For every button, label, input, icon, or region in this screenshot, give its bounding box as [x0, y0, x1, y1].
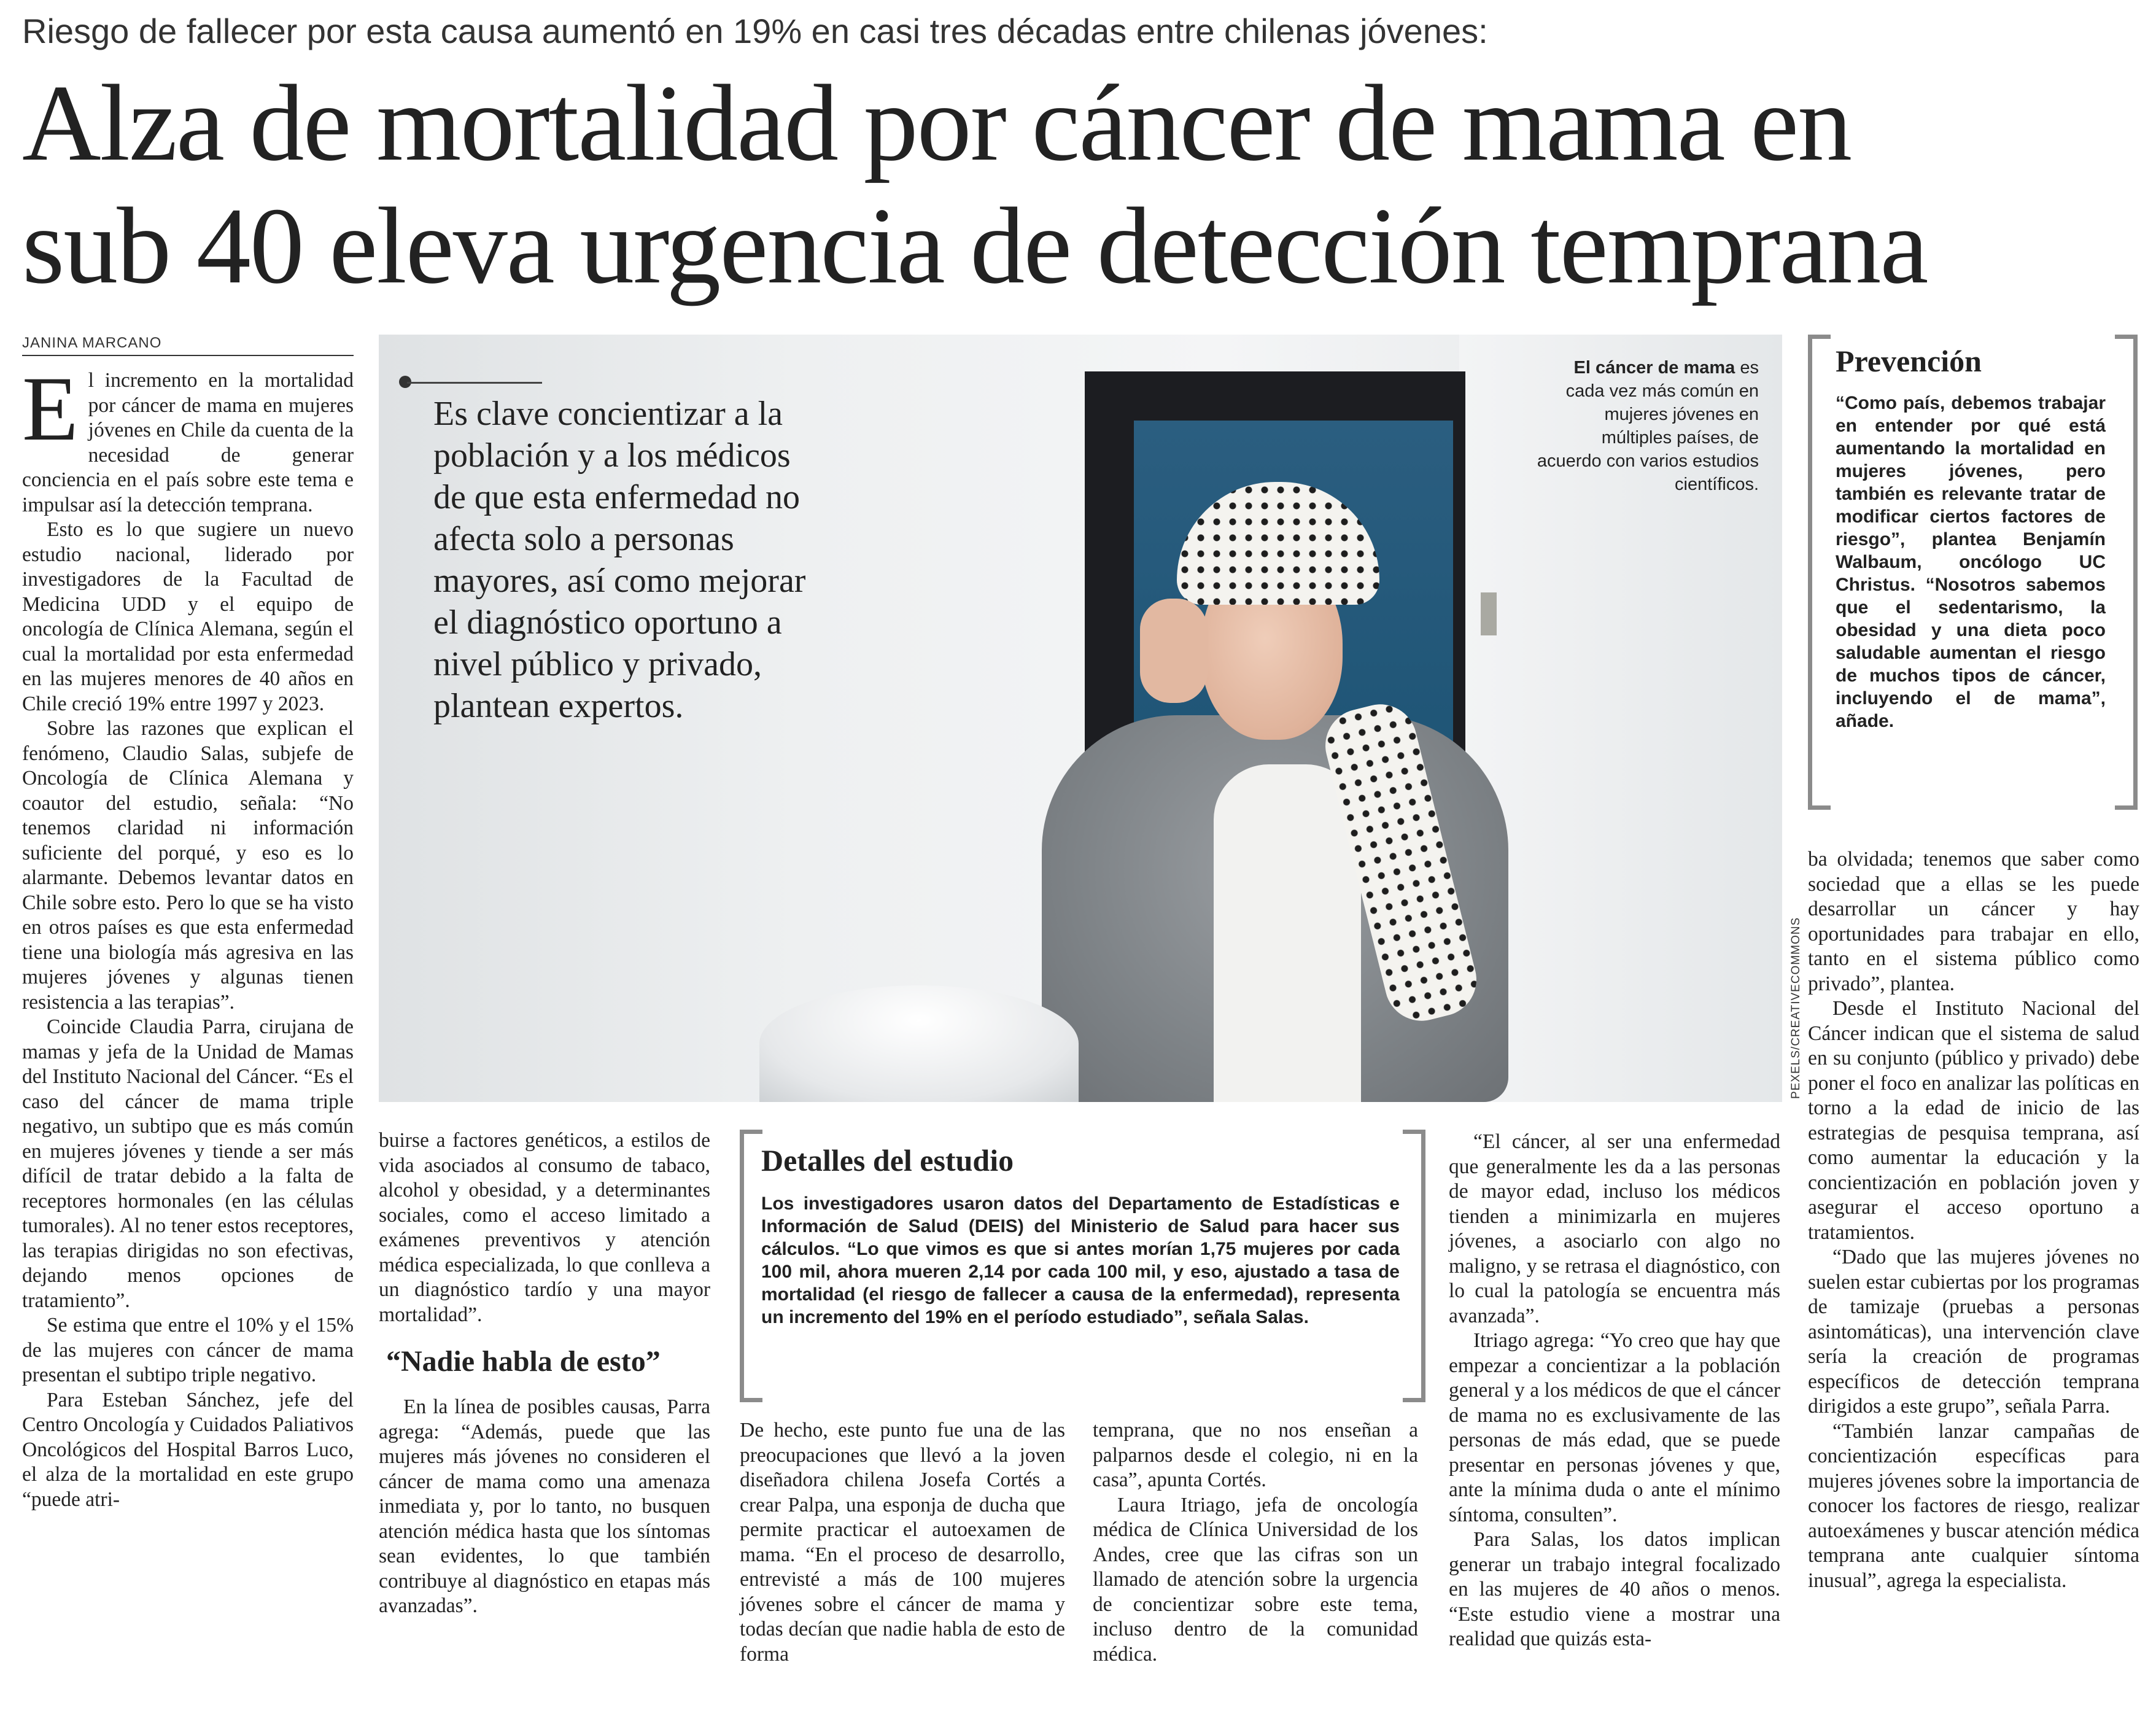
- paragraph: Sobre las razones que explican el fenómeno, Claudio Salas, subjefe de Oncología de Clínica Alemana y coautor del estudio, señala: “No tenemos claridad ni información suficiente del porqué, y eso es lo alarmante. Debemos levantar datos en Chile sobre esto. Pero lo que se ha visto en otros países es que esta enfermedad tiene una biología más agresiva en las mujeres jóvenes y algunas tienen resistencia a las terapias”.: [22, 717, 354, 1014]
- photo-hand: [1140, 599, 1208, 703]
- pullquote: Es clave concientizar a la población y a los médicos de que esta enfermedad no afecta solo a personas mayores, así como mejorar el diagnóstico oportuno a nivel público y privado, plantean expertos.: [433, 395, 806, 725]
- byline: JANINA MARCANO: [22, 335, 162, 351]
- detalles-bracket-left: [740, 1130, 762, 1402]
- prevencion-box: [1836, 344, 2106, 732]
- paragraph: Para Esteban Sánchez, jefe del Centro Oncología y Cuidados Paliativos Oncológicos del Hospital Barros Luco, el alza de la mortalidad en este grupo “puede atri-: [22, 1388, 354, 1511]
- article-column-2: [379, 1128, 710, 1619]
- paragraph: En la línea de posibles causas, Parra agrega: “Además, puede que las mujeres más jóvenes no consideren el cáncer de mama como una amenaza inmediata y, por lo tanto, no busquen atención médica hasta que los síntomas sean evidentes, lo que también contribuye al diagnóstico en etapas más avanzadas”.: [379, 1395, 710, 1617]
- paragraph: “También lanzar campañas de concientización específicas para mujeres jóvenes sobre la importancia de conocer los factores de riesgo, realizar autoexámenes y buscar atención médica temprana ante cualquier síntoma inusual”, agrega la especialista.: [1808, 1419, 2139, 1592]
- paragraph: De hecho, este punto fue una de las preocupaciones que llevó a la joven diseñadora chilena Josefa Cortés a crear Palpa, una esponja de ducha que permite practicar el autoexamen de mama. “En el proceso de desarrollo, entrevisté a más de 100 mujeres jóvenes sobre el cáncer de mama y todas decían que nadie habla de esto de forma: [740, 1419, 1065, 1666]
- prevencion-bracket-right: [2115, 335, 2138, 810]
- paragraph: temprana, que no nos enseñan a palparnos desde el colegio, ni en la casa”, apunta Cortés.: [1093, 1419, 1418, 1491]
- paragraph: Desde el Instituto Nacional del Cáncer indican que el sistema de salud en su conjunto (público y privado) debe poner el foco en analizar las políticas en torno a la edad de inicio de las estrategias de pesquisa temprana, así como aumentar la educación y la concientización en población joven y asegurar el acceso oportuno a tratamientos.: [1808, 997, 2139, 1244]
- detalles-bracket-right: [1403, 1130, 1425, 1402]
- photo-sink: [759, 985, 1079, 1102]
- paragraph: Itriago agrega: “Yo creo que hay que empezar a concientizar a la población general y a los médicos de que el cáncer de mama no es exclusivamente de las personas de más edad, que se puede presentar en personas jóvenes y que, ante la mínima duda o ante el mínimo síntoma, consulten”.: [1449, 1329, 1780, 1526]
- prevencion-text: “Como país, debemos trabajar en entender por qué está aumentando la mortalidad en mujeres jóvenes, pero también es relevante tratar de modificar ciertos factores de riesgo”, plantea Benjamín Walbaum, oncólogo UC Christus. “Nosotros sabemos que el sedentarismo, la obesidad y una dieta poco saludable aumentan el riesgo de muchos tipos de cáncer, incluyendo el de mama”, añade.: [1836, 393, 2106, 731]
- photo-hinge: [1481, 592, 1497, 635]
- photo-credit: PEXELS/CREATIVECOMMONS: [1790, 917, 1802, 1099]
- headline: [22, 61, 2146, 307]
- detalles-title: Detalles del estudio: [761, 1143, 1014, 1178]
- pullquote-rule: [407, 382, 542, 384]
- subhead: “Nadie habla de esto”: [386, 1345, 661, 1378]
- kicker: Riesgo de fallecer por esta causa aumentó en 19% en casi tres décadas entre chilenas jóvenes:: [22, 12, 1488, 50]
- paragraph: [22, 358, 354, 518]
- photo-caption-bold: El cáncer de mama: [1573, 358, 1735, 378]
- article-column-3: [740, 1418, 1065, 1667]
- photo-caption-text: es cada vez más común en mujeres jóvenes en múltiples países, de acuerdo con varios estudios científicos.: [1537, 358, 1759, 494]
- paragraph: Laura Itriago, jefa de oncología médica de Clínica Universidad de los Andes, cree que las cifras son un llamado de atención sobre la urgencia de concientizar sobre este tema, incluso dentro de la comunidad médica.: [1093, 1493, 1418, 1666]
- paragraph: Esto es lo que sugiere un nuevo estudio nacional, liderado por investigadores de la Facultad de Medicina UDD y el equipo de oncología de Clínica Alemana, según el cual la mortalidad por esta enfermedad en las mujeres menores de 40 años en Chile creció 19% entre 1997 y 2023.: [22, 518, 354, 715]
- byline-rule: [22, 355, 354, 356]
- drop-cap: E: [22, 358, 79, 460]
- prevencion-bracket-left: [1808, 335, 1831, 810]
- paragraph: Coincide Claudia Parra, cirujana de mamas y jefa de la Unidad de Mamas del Instituto Nacional del Cáncer. “Es el caso del cáncer de mama triple negativo, un subtipo que es más común en mujeres jóvenes y tiende a ser más difícil de tratar debido a la falta de receptores hormonales (en las células tumorales). Al no tener estos receptores, las terapias dirigidas no son efectivas, dejando menos opciones de tratamiento”.: [22, 1015, 354, 1312]
- detalles-text: Los investigadores usaron datos del Departamento de Estadísticas e Información de Salud (DEIS) del Ministerio de Salud para hacer sus cálculos. “Lo que vimos es que si antes morían 1,75 mujeres por cada 100 mil, ahora mueren 2,14 por cada 100 mil, y eso, ajustado a tasa de mortalidad (el riesgo de fallecer a causa de la enfermedad), representa un incremento del 19% en el período estudiado”, señala Salas.: [761, 1193, 1400, 1327]
- article-column-6: [1808, 847, 2139, 1593]
- article-column-1: [22, 358, 354, 1512]
- paragraph: buirse a factores genéticos, a estilos de vida asociados al consumo de tabaco, alcohol y obesidad, y a determinantes sociales, como el acceso limitado a exámenes preventivos y atención médica especializada, lo que conlleva a un diagnóstico tardío y una mayor mortalidad”.: [379, 1129, 710, 1326]
- photo-shirt: [1214, 764, 1361, 1102]
- paragraph: “El cáncer, al ser una enfermedad que generalmente les da a las personas de mayor edad, incluso los médicos tienden a minimizarla en mujeres jóvenes, a asociarlo con algo no maligno, y se retrasa el diagnóstico, con lo cual la patología se encuentra más avanzada”.: [1449, 1130, 1780, 1327]
- detalles-box: [761, 1143, 1400, 1329]
- headline-line-1: Alza de mortalidad por cáncer de mama en: [22, 62, 1852, 184]
- paragraph: Para Salas, los datos implican generar un trabajo integral focalizado en las mujeres de 40 años o menos. “Este estudio viene a mostrar una realidad que quizás esta-: [1449, 1528, 1780, 1650]
- article-column-4: [1093, 1418, 1418, 1667]
- paragraph: Se estima que entre el 10% y el 15% de las mujeres con cáncer de mama presentan el subtipo triple negativo.: [22, 1314, 354, 1386]
- paragraph-text: l incremento en la mortalidad por cáncer de mama en mujeres jóvenes en Chile da cuenta de la necesidad de generar conciencia en el país sobre este tema e impulsar así la detección temprana.: [22, 369, 354, 516]
- prevencion-title: Prevención: [1836, 344, 1982, 378]
- photo-caption: [1535, 356, 1759, 496]
- paragraph: ba olvidada; tenemos que saber como sociedad que a ellas se les puede desarrollar un cáncer y hay oportunidades para trabajar en ello, tanto en el sistema público como privado”, plantea.: [1808, 848, 2139, 995]
- headline-line-2: sub 40 eleva urgencia de detección temprana: [22, 185, 1928, 306]
- paragraph: “Dado que las mujeres jóvenes no suelen estar cubiertas por los programas de tamizaje (pruebas a personas asintomáticas), una intervención clave sería la creación de programas específicos de detección temprana dirigidos a este grupo”, señala Parra.: [1808, 1246, 2139, 1418]
- article-column-5: [1449, 1130, 1780, 1652]
